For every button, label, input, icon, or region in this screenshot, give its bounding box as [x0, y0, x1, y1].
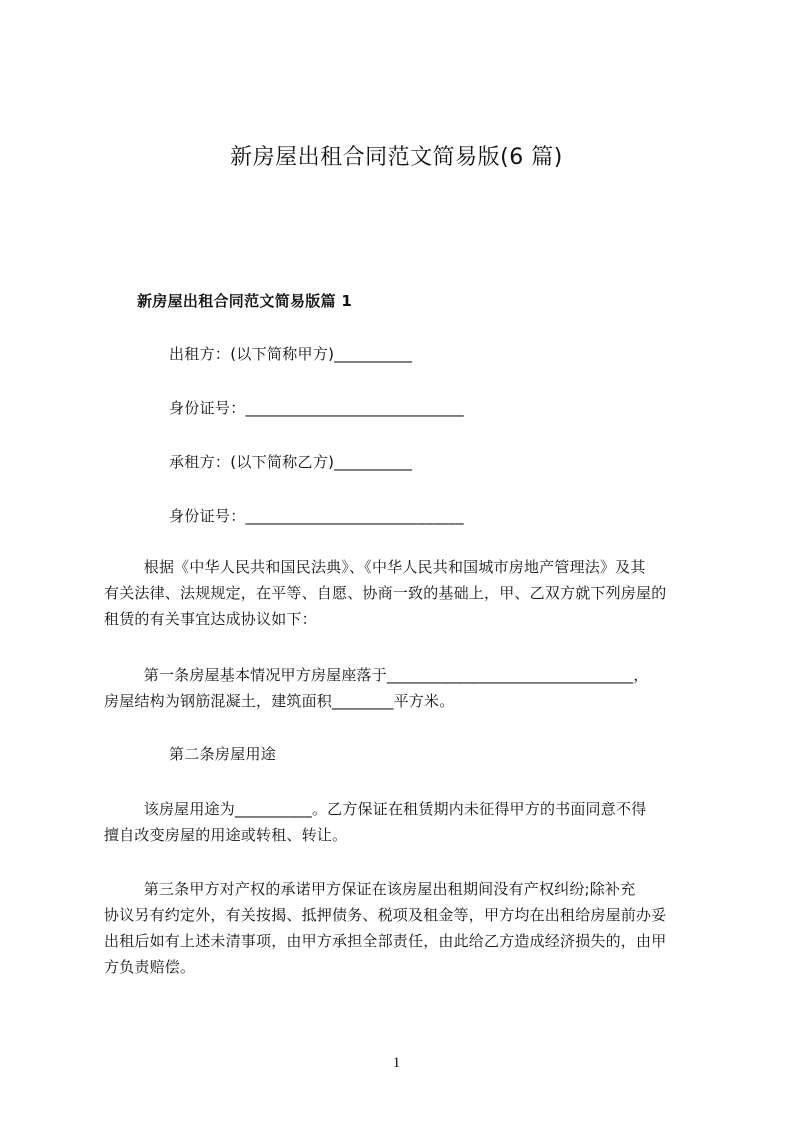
preamble-line: 根据《中华人民共和国民法典》、《中华人民共和国城市房地产管理法》及其: [104, 558, 646, 576]
article-3-paragraph: [104, 876, 696, 980]
lessee-field: 承租方：(以下简称乙方)__________: [169, 453, 413, 471]
article-1-paragraph: [104, 662, 696, 714]
article-3-line: 方负责赔偿。: [104, 958, 196, 976]
lessee-id-field: 身份证号：____________________________: [169, 507, 464, 525]
page-number: 1: [392, 1055, 401, 1071]
article-2-line: 擅自改变房屋的用途或转租、转让。: [104, 826, 348, 844]
preamble-paragraph: [104, 554, 696, 632]
article-2-line: 该房屋用途为__________。乙方保证在租赁期内未征得甲方的书面同意不得: [104, 800, 647, 818]
article-3-line: 第三条甲方对产权的承诺甲方保证在该房屋出租期间没有产权纠纷;除补充: [104, 880, 636, 898]
lessor-field: 出租方：(以下简称甲方)__________: [169, 345, 413, 363]
lessor-id-field: 身份证号：____________________________: [169, 399, 464, 417]
article-3-line: 出租后如有上述未清事项，由甲方承担全部责任，由此给乙方造成经济损失的，由甲: [104, 932, 667, 950]
article-2-paragraph: [104, 796, 696, 848]
section-title: 新房屋出租合同范文简易版篇 1: [137, 292, 353, 310]
document-title: 新房屋出租合同范文简易版(6 篇): [230, 145, 563, 170]
article-3-line: 协议另有约定外，有关按揭、抵押债务、税项及租金等，甲方均在出租给房屋前办妥: [104, 906, 667, 924]
article-2-heading: 第二条房屋用途: [169, 745, 277, 763]
preamble-line: 租赁的有关事宜达成协议如下：: [104, 610, 317, 628]
article-1-line: 第一条房屋基本情况甲方房屋座落于________________________________，: [104, 666, 649, 684]
preamble-line: 有关法律、法规规定，在平等、自愿、协商一致的基础上，甲、乙双方就下列房屋的: [104, 584, 667, 602]
article-1-line: 房屋结构为钢筋混凝土，建筑面积________平方米。: [104, 692, 455, 710]
